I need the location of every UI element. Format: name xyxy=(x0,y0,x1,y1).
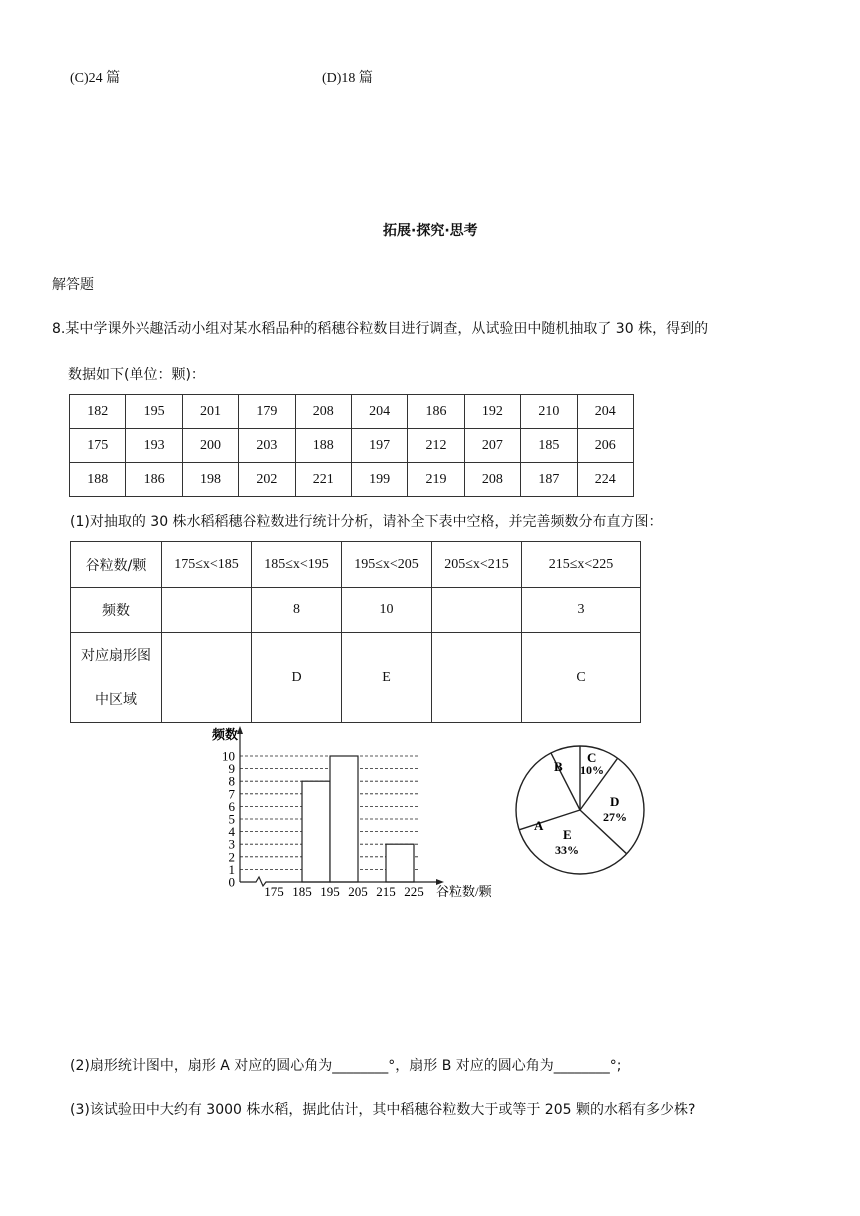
raw-data-cell: 200 xyxy=(182,429,238,463)
count-cell: 3 xyxy=(522,588,641,633)
raw-data-cell: 182 xyxy=(70,395,126,429)
histogram-bar xyxy=(330,756,358,882)
histogram-bar xyxy=(302,781,330,882)
histogram-ytick: 0 xyxy=(228,874,235,890)
raw-data-row xyxy=(70,429,634,463)
pie-label-d: D xyxy=(610,794,620,809)
raw-data-cell: 202 xyxy=(239,463,295,497)
header-range: 谷粒数/颗 xyxy=(71,542,162,588)
histogram-ytick: 8 xyxy=(228,773,235,789)
option-c: (C)24 篇 xyxy=(70,71,121,86)
raw-data-cell: 210 xyxy=(521,395,577,429)
histogram-xtick: 175 xyxy=(264,884,284,899)
header-region xyxy=(71,633,162,723)
raw-data-cell: 195 xyxy=(126,395,182,429)
raw-data-cell: 186 xyxy=(408,395,464,429)
pie-label-a: A xyxy=(534,818,544,833)
histogram-ytick: 6 xyxy=(228,798,235,814)
raw-data-cell: 187 xyxy=(521,463,577,497)
pie-label-d-pct: 27% xyxy=(603,810,627,824)
frequency-table xyxy=(70,541,641,723)
region-cell: E xyxy=(342,633,432,723)
histogram-ytick: 3 xyxy=(228,836,235,852)
raw-data-table xyxy=(69,394,634,497)
problem-line-1: 8.某中学课外兴趣活动小组对某水稻品种的稻穗谷粒数目进行调查，从试验田中随机抽取了 30 株，得到的 xyxy=(52,321,709,337)
question-2: (2)扇形统计图中，扇形 A 对应的圆心角为________°，扇形 B 对应的圆心角为________°; xyxy=(70,1058,622,1074)
histogram-ytick: 2 xyxy=(228,849,235,865)
count-cell xyxy=(432,588,522,633)
range-cell: 205≤x<215 xyxy=(432,542,522,588)
raw-data-cell: 208 xyxy=(295,395,351,429)
question-type: 解答题 xyxy=(52,277,94,293)
raw-data-cell: 212 xyxy=(408,429,464,463)
range-cell: 175≤x<185 xyxy=(162,542,252,588)
raw-data-cell: 188 xyxy=(295,429,351,463)
raw-data-cell: 221 xyxy=(295,463,351,497)
pie-label-e: E xyxy=(563,827,572,842)
problem-line-2: 数据如下(单位：颗)： xyxy=(68,367,205,383)
histogram-xtick: 215 xyxy=(376,884,396,899)
range-cell: 185≤x<195 xyxy=(252,542,342,588)
histogram-xtick: 185 xyxy=(292,884,312,899)
raw-data-row xyxy=(70,463,634,497)
region-cell: D xyxy=(252,633,342,723)
count-cell: 10 xyxy=(342,588,432,633)
histogram-bar xyxy=(386,844,414,882)
question-3: (3)该试验田中大约有 3000 株水稻，据此估计，其中稻穗谷粒数大于或等于 205 颗的水稻有多少株? xyxy=(70,1102,696,1118)
raw-data-cell: 204 xyxy=(351,395,407,429)
region-cell xyxy=(162,633,252,723)
raw-data-cell: 185 xyxy=(521,429,577,463)
raw-data-cell: 224 xyxy=(577,463,633,497)
header-region-line-1: 对应扇形图 xyxy=(81,647,151,664)
histogram-ytick: 9 xyxy=(228,761,235,777)
frequency-histogram xyxy=(210,722,510,904)
raw-data-cell: 219 xyxy=(408,463,464,497)
raw-data-cell: 199 xyxy=(351,463,407,497)
histogram-xlabel: 谷粒数/颗 xyxy=(436,884,492,899)
range-cell: 195≤x<205 xyxy=(342,542,432,588)
pie-label-b: B xyxy=(554,759,563,774)
raw-data-cell: 206 xyxy=(577,429,633,463)
raw-data-cell: 203 xyxy=(239,429,295,463)
option-d: (D)18 篇 xyxy=(322,71,373,86)
raw-data-cell: 193 xyxy=(126,429,182,463)
region-cell: C xyxy=(522,633,641,723)
raw-data-cell: 175 xyxy=(70,429,126,463)
count-cell: 8 xyxy=(252,588,342,633)
histogram-xtick: 195 xyxy=(320,884,340,899)
pie-label-c-pct: 10% xyxy=(580,763,604,777)
range-cell: 215≤x<225 xyxy=(522,542,641,588)
histogram-ytick: 5 xyxy=(228,811,235,827)
histogram-ytick: 4 xyxy=(228,824,235,840)
region-cell xyxy=(432,633,522,723)
raw-data-cell: 197 xyxy=(351,429,407,463)
question-1: (1)对抽取的 30 株水稻稻穗谷粒数进行统计分析，请补全下表中空格，并完善频数分布直方图： xyxy=(70,514,663,530)
histogram-xtick: 205 xyxy=(348,884,368,899)
histogram-ylabel: 频数 xyxy=(212,727,239,742)
histogram-ytick: 7 xyxy=(228,786,235,802)
histogram-ytick: 1 xyxy=(228,861,235,877)
raw-data-cell: 188 xyxy=(70,463,126,497)
raw-data-cell: 198 xyxy=(182,463,238,497)
header-region-line-2: 中区域 xyxy=(95,691,137,708)
header-count: 频数 xyxy=(71,588,162,633)
histogram-xtick: 225 xyxy=(404,884,424,899)
pie-chart xyxy=(510,742,650,878)
count-cell xyxy=(162,588,252,633)
raw-data-cell: 204 xyxy=(577,395,633,429)
raw-data-row xyxy=(70,395,634,429)
raw-data-cell: 186 xyxy=(126,463,182,497)
histogram-ytick: 10 xyxy=(222,748,235,764)
pie-label-e-pct: 33% xyxy=(555,843,579,857)
raw-data-cell: 207 xyxy=(464,429,520,463)
raw-data-cell: 208 xyxy=(464,463,520,497)
raw-data-cell: 201 xyxy=(182,395,238,429)
raw-data-cell: 179 xyxy=(239,395,295,429)
section-title: 拓展·探究·思考 xyxy=(383,223,478,239)
pie-label-c: C xyxy=(587,750,597,765)
raw-data-cell: 192 xyxy=(464,395,520,429)
